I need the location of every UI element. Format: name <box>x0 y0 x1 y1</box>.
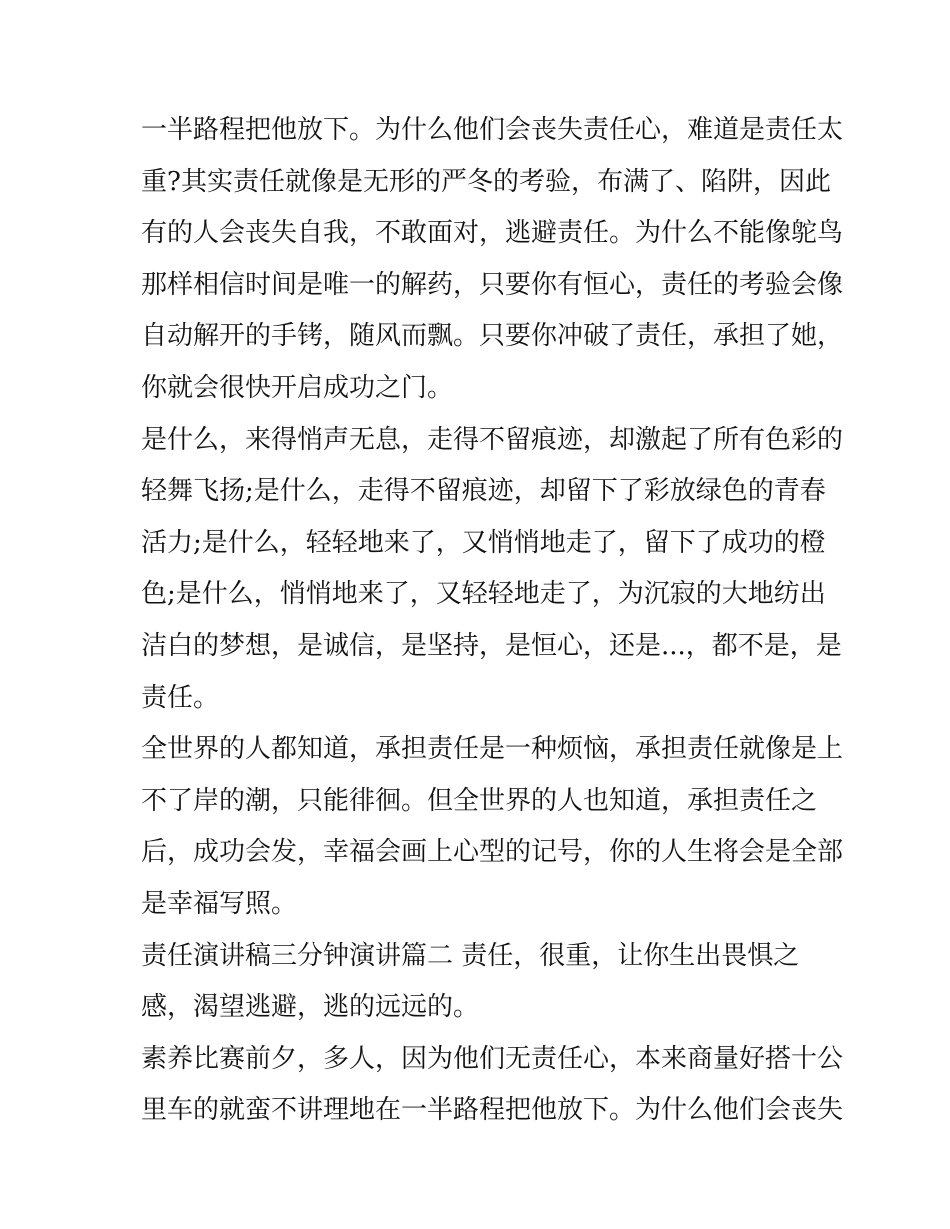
text-line: 感，渴望逃避，逃的远远的。 <box>141 992 480 1023</box>
text-line: 是幸福写照。 <box>141 888 298 919</box>
text-line: 洁白的梦想，是诚信，是坚持，是恒心，还是...，都不是，是 <box>141 630 842 661</box>
text-line: 轻舞飞扬;是什么，走得不留痕迹，却留下了彩放绿色的青春 <box>141 476 826 507</box>
text-line: 是什么，来得悄声无息，走得不留痕迹，却激起了所有色彩的 <box>141 424 844 455</box>
text-line: 色;是什么，悄悄地来了，又轻轻地走了，为沉寂的大地纺出 <box>141 579 826 610</box>
text-line: 自动解开的手铐，随风而飘。只要你冲破了责任，承担了她， <box>141 321 844 352</box>
text-line: 不了岸的潮，只能徘徊。但全世界的人也知道，承担责任之 <box>141 785 818 816</box>
text-line: 你就会很快开启成功之门。 <box>141 372 454 403</box>
text-line: 有的人会丧失自我，不敢面对，逃避责任。为什么不能像鸵鸟 <box>141 218 844 249</box>
body-text <box>141 105 844 1137</box>
text-line: 全世界的人都知道，承担责任是一种烦恼，承担责任就像是上 <box>141 734 844 765</box>
text-line: 活力;是什么，轻轻地来了，又悄悄地走了，留下了成功的橙 <box>141 527 826 558</box>
text-line: 后，成功会发，幸福会画上心型的记号，你的人生将会是全部 <box>141 837 844 868</box>
text-line: 那样相信时间是唯一的解药，只要你有恒心，责任的考验会像 <box>141 269 844 300</box>
text-line: 责任演讲稿三分钟演讲篇二 责任，很重，让你生出畏惧之 <box>141 940 800 971</box>
text-line: 责任。 <box>141 682 220 713</box>
text-line: 里车的就蛮不讲理地在一半路程把他放下。为什么他们会丧失 <box>141 1095 844 1126</box>
text-line: 重?其实责任就像是无形的严冬的考验，布满了、陷阱，因此 <box>141 166 831 197</box>
text-line: 素养比赛前夕，多人，因为他们无责任心，本来商量好搭十公 <box>141 1043 844 1074</box>
text-line: 一半路程把他放下。为什么他们会丧失责任心，难道是责任太 <box>141 115 844 145</box>
